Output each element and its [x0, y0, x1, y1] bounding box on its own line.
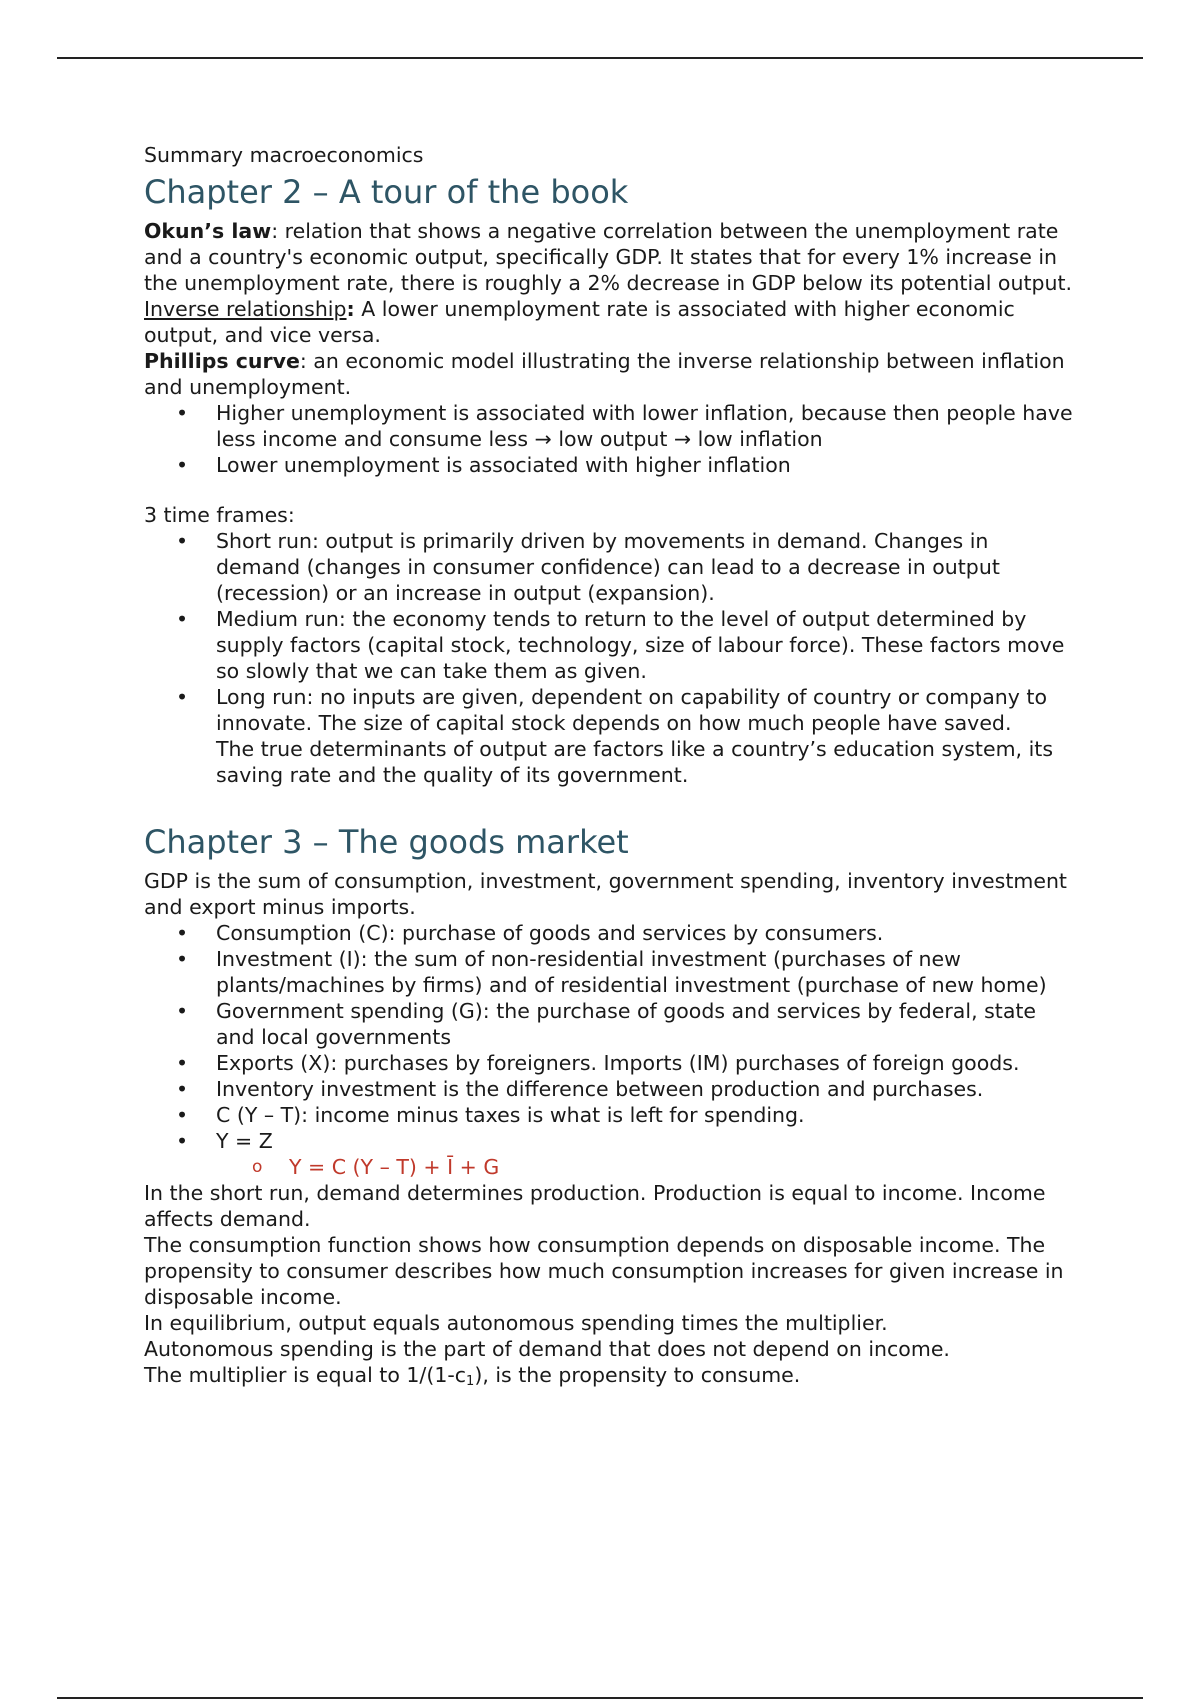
sub-bullet-marker: o [252, 1157, 263, 1177]
phillips-text: : an economic model illustrating the inverse relationship between inflation and unemployment. [144, 349, 1065, 399]
chapter-2-heading: Chapter 2 – A tour of the book [144, 173, 629, 211]
time-frames-list [144, 528, 1079, 788]
list-item [144, 684, 1079, 788]
inverse-colon: : [346, 297, 355, 321]
list-item: • Inventory investment is the difference between production and purchases. [144, 1076, 1079, 1102]
multiplier-pre: The multiplier is equal to 1/(1-c [144, 1363, 467, 1387]
document-title: Summary macroeconomics [144, 143, 424, 167]
gdp-components-list [144, 920, 1079, 1154]
okun-term: Okun’s law [144, 219, 272, 243]
multiplier-post: ), is the propensity to consume. [474, 1363, 801, 1387]
phillips-paragraph [144, 348, 1079, 400]
list-item: • Government spending (G): the purchase of goods and services by federal, state and local governments [144, 998, 1079, 1050]
list-item: • Consumption (C): purchase of goods and services by consumers. [144, 920, 1079, 946]
short-run-paragraph: In the short run, demand determines production. Production is equal to income. Income affects demand. [144, 1181, 1046, 1231]
phillips-bullet-list [144, 400, 1079, 478]
okun-text: : relation that shows a negative correlation between the unemployment rate and a country's economic output, specifically GDP. It states that for every 1% increase in the unemployment rate, there is roughly a 2% decrease in GDP below its potential output. [144, 219, 1073, 295]
list-item: • Investment (I): the sum of non-residential investment (purchases of new plants/machines by firms) and of residential investment (purchase of new home) [144, 946, 1079, 998]
inverse-paragraph [144, 296, 1079, 348]
list-item: • Higher unemployment is associated with lower inflation, because then people have less income and consume less → low output → low inflation [144, 400, 1079, 452]
list-item: • Lower unemployment is associated with higher inflation [144, 452, 1079, 478]
spacer [144, 478, 1079, 502]
multiplier-subscript: 1 [466, 1374, 475, 1389]
formula-text: Y = C (Y – T) + Ī + G [289, 1155, 500, 1179]
inverse-term: Inverse relationship [144, 297, 347, 321]
inverse-text: A lower unemployment rate is associated with higher economic output, and vice versa. [144, 297, 1015, 347]
long-run-text: Long run: no inputs are given, dependent on capability of country or company to innovate. The size of capital stock depends on how much people have saved. [216, 685, 1048, 735]
list-item: • Medium run: the economy tends to return to the level of output determined by supply factors (capital stock, technology, size of labour force). These factors move so slowly that we can take them as given. [144, 606, 1079, 684]
header-rule [57, 57, 1143, 59]
equilibrium-paragraph: In equilibrium, output equals autonomous spending times the multiplier. [144, 1311, 888, 1335]
consumption-paragraph: The consumption function shows how consumption depends on disposable income. The propensity to consumer describes how much consumption increases for given increase in disposable income. [144, 1233, 1064, 1309]
okun-paragraph [144, 218, 1079, 296]
phillips-term: Phillips curve [144, 349, 300, 373]
list-item: • Short run: output is primarily driven by movements in demand. Changes in demand (changes in consumer confidence) can lead to a decrease in output (recession) or an increase in output (expansion). [144, 528, 1079, 606]
multiplier-paragraph [144, 1362, 1079, 1388]
document-body [144, 142, 1079, 1388]
long-run-extra: The true determinants of output are factors like a country’s education system, its saving rate and the quality of its government. [216, 737, 1053, 787]
list-item: • Y = Z [144, 1128, 1079, 1154]
equilibrium-formula [144, 1154, 1079, 1180]
autonomous-paragraph: Autonomous spending is the part of demand that does not depend on income. [144, 1337, 950, 1361]
footer-rule [57, 1697, 1143, 1699]
time-frames-intro: 3 time frames: [144, 503, 295, 527]
list-item: • Exports (X): purchases by foreigners. Imports (IM) purchases of foreign goods. [144, 1050, 1079, 1076]
chapter-3-heading: Chapter 3 – The goods market [144, 823, 629, 861]
list-item: • C (Y – T): income minus taxes is what is left for spending. [144, 1102, 1079, 1128]
gdp-intro: GDP is the sum of consumption, investment, government spending, inventory investment and export minus imports. [144, 869, 1067, 919]
